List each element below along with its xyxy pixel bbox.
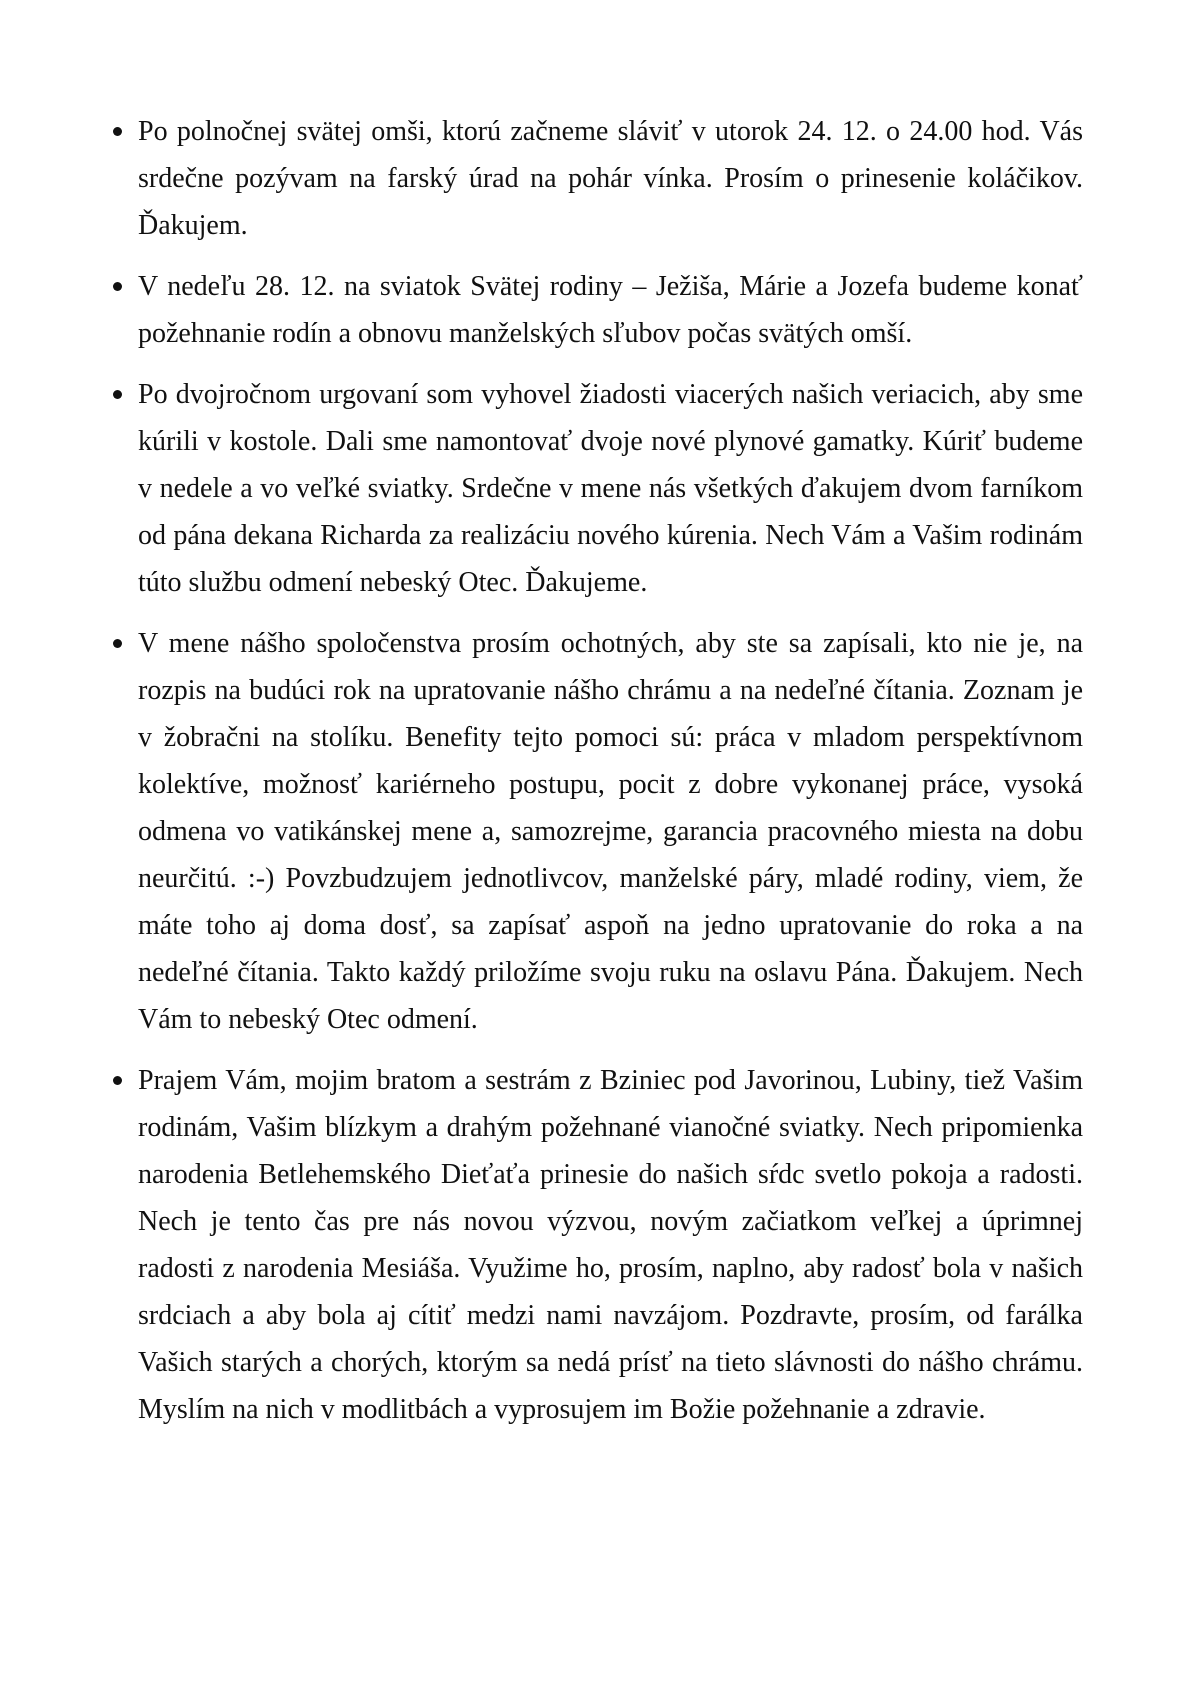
announcement-item-5: [113, 1057, 1083, 1433]
bullet-icon: [113, 390, 122, 399]
announcement-text: V nedeľu 28. 12. na sviatok Svätej rodiny – Ježiša, Márie a Jozefa budeme konať požehnanie rodín a obnovu manželských sľubov počas svätých omší.: [138, 271, 1083, 349]
bullet-icon: [113, 1076, 122, 1085]
announcement-item-2: [113, 263, 1083, 357]
announcement-item-1: [113, 108, 1083, 249]
announcement-text: Prajem Vám, mojim bratom a sestrám z Bziniec pod Javorinou, Lubiny, tiež Vašim rodinám, Vašim blízkym a drahým požehnané vianočné sviatky. Nech pripomienka narodenia Betlehemského Dieťaťa prinesie do našich sŕdc svetlo pokoja a radosti. Nech je tento čas pre nás novou výzvou, novým začiatkom veľkej a úprimnej radosti z narodenia Mesiáša. Využime ho, prosím, naplno, aby radosť bola v našich srdciach a aby bola aj cítiť medzi nami navzájom. Pozdravte, prosím, od farálka Vašich starých a chorých, ktorým sa nedá prísť na tieto slávnosti do nášho chrámu. Myslím na nich v modlitbách a vyprosujem im Božie požehnanie a zdravie.: [138, 1065, 1083, 1425]
announcement-text: V mene nášho spoločenstva prosím ochotných, aby ste sa zapísali, kto nie je, na rozpis na budúci rok na upratovanie nášho chrámu a na nedeľné čítania. Zoznam je v žobračni na stolíku. Benefity tejto pomoci sú: práca v mladom perspektívnom kolektíve, možnosť kariérneho postupu, pocit z dobre vykonanej práce, vysoká odmena vo vatikánskej mene a, samozrejme, garancia pracovného miesta na dobu neurčitú. :-) Povzbudzujem jednotlivcov, manželské páry, mladé rodiny, viem, že máte toho aj doma dosť, sa zapísať aspoň na jedno upratovanie do roka a na nedeľné čítania. Takto každý priložíme svoju ruku na oslavu Pána. Ďakujem. Nech Vám to nebeský Otec odmení.: [138, 628, 1083, 1035]
announcement-text: Po dvojročnom urgovaní som vyhovel žiadosti viacerých našich veriacich, aby sme kúrili v kostole. Dali sme namontovať dvoje nové plynové gamatky. Kúriť budeme v nedele a vo veľké sviatky. Srdečne v mene nás všetkých ďakujem dvom farníkom od pána dekana Richarda za realizáciu nového kúrenia. Nech Vám a Vašim rodinám túto službu odmení nebeský Otec. Ďakujeme.: [138, 379, 1083, 598]
bullet-icon: [113, 127, 122, 136]
bullet-icon: [113, 639, 122, 648]
announcement-item-3: [113, 371, 1083, 606]
announcement-item-4: [113, 620, 1083, 1043]
announcement-text: Po polnočnej svätej omši, ktorú začneme sláviť v utorok 24. 12. o 24.00 hod. Vás srdečne pozývam na farský úrad na pohár vínka. Prosím o prinesenie koláčikov. Ďakujem.: [138, 116, 1083, 241]
announcement-list: [113, 108, 1083, 1447]
bullet-icon: [113, 282, 122, 291]
